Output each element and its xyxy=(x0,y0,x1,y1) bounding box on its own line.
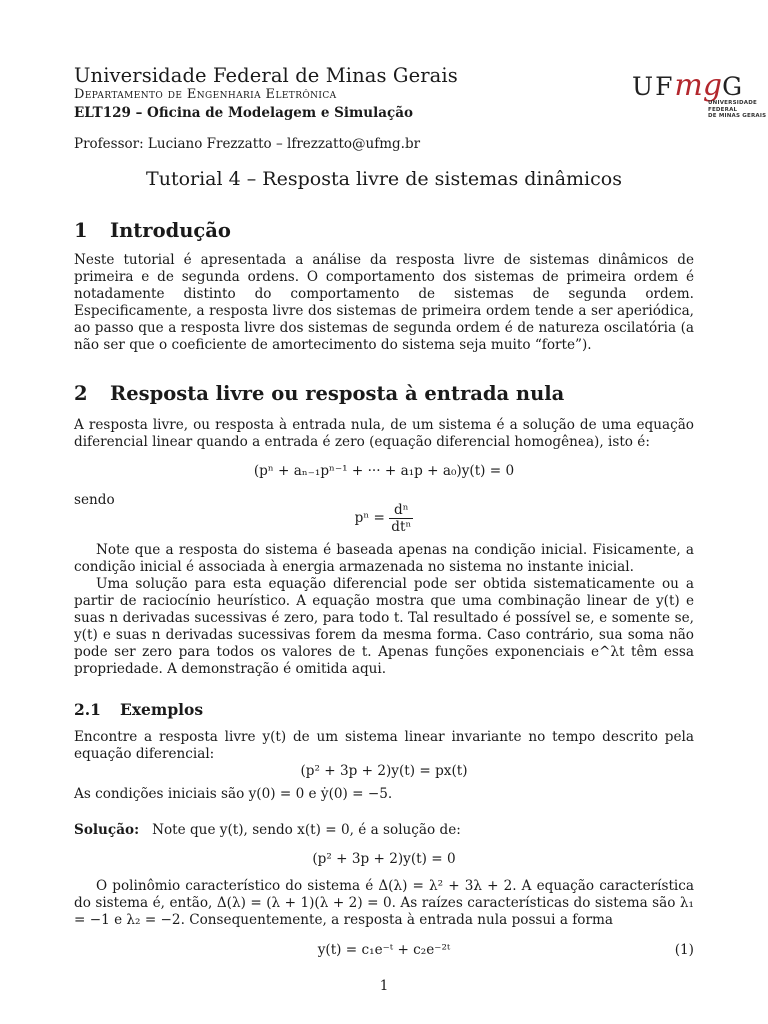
equation-number: (1) xyxy=(674,942,694,958)
equation-homogeneous: (pⁿ + aₙ₋₁pⁿ⁻¹ + ··· + a₁p + a₀)y(t) = 0 xyxy=(253,463,515,479)
department-name: Departamento de Engenharia Eletrônica xyxy=(74,87,337,102)
section-1-title: Introdução xyxy=(110,219,231,242)
professor-line: Professor: Luciano Frezzatto – lfrezzatto@ufmg.br xyxy=(74,136,421,152)
solution-line xyxy=(74,822,694,839)
section-2-paragraph-2: Note que a resposta do sistema é baseada apenas na condição inicial. Fisicamente, a condição inicial é associada à energia armazenada no sistema no instante inicial. xyxy=(74,542,694,575)
section-2-heading xyxy=(74,382,564,405)
logo-mg: mg xyxy=(674,68,723,103)
section-1-number: 1 xyxy=(74,219,88,242)
equation-zero-input-response xyxy=(74,942,694,958)
ufmg-logo xyxy=(632,68,768,120)
page-number: 1 xyxy=(379,978,389,994)
subsection-number: 2.1 xyxy=(74,700,101,719)
logo-subtitle-line1: UNIVERSIDADE FEDERAL xyxy=(708,100,757,113)
solution-label: Solução: xyxy=(74,822,140,838)
fraction-numerator: dⁿ xyxy=(389,502,413,519)
subsection-title: Exemplos xyxy=(120,700,204,719)
fraction-denominator: dtⁿ xyxy=(391,519,412,535)
section-2-paragraph-3: Uma solução para esta equação diferencial pode ser obtida sistematicamente ou a partir de raciocínio heurístico. A equação mostra que uma combinação linear de y(t) e suas n derivadas sucessivas é zero, para todo t. Tal resultado é possível se, e somente se, y(t) e suas n derivadas sucessivas forem da mesma forma. Caso contrário, sua soma não pode ser zero para todos os valores de t. Apenas funções exponenciais e^λt têm essa propriedade. A demonstração é omitida aqui. xyxy=(74,576,694,677)
sendo-word: sendo xyxy=(74,492,115,508)
equation-operator-p xyxy=(74,502,694,535)
document-page xyxy=(74,0,767,1024)
logo-subtitle-line2: DE MINAS GERAIS xyxy=(708,113,767,119)
logo-g: G xyxy=(722,72,745,101)
section-2-paragraph-1: A resposta livre, ou resposta à entrada nula, de um sistema é a solução de uma equação diferencial linear quando a entrada é zero (equação diferencial homogênea), isto é: xyxy=(74,417,694,450)
equation-example: (p² + 3p + 2)y(t) = px(t) xyxy=(300,763,468,779)
equation-operator-fraction xyxy=(389,502,413,535)
example-statement: Encontre a resposta livre y(t) de um sistema linear invariante no tempo descrito pela equação diferencial: xyxy=(74,729,694,762)
university-name: Universidade Federal de Minas Gerais xyxy=(74,64,458,87)
characteristic-paragraph: O polinômio característico do sistema é Δ(λ) = λ² + 3λ + 2. A equação característica do sistema é, então, Δ(λ) = (λ + 1)(λ + 2) = 0. As raízes características do sistema são λ₁ = −1 e λ₂ = −2. Consequentemente, a resposta à entrada nula possui a forma xyxy=(74,878,694,928)
document-title: Tutorial 4 – Resposta livre de sistemas dinâmicos xyxy=(146,168,622,190)
logo-letters xyxy=(632,68,744,103)
equation-homogeneous-example: (p² + 3p + 2)y(t) = 0 xyxy=(312,851,456,867)
subsection-2-1-heading xyxy=(74,700,203,719)
equation-operator-lhs: pⁿ = xyxy=(354,510,385,526)
section-2-number: 2 xyxy=(74,382,88,405)
section-2-title: Resposta livre ou resposta à entrada nula xyxy=(110,382,565,405)
equation-zero-input-text: y(t) = c₁e⁻ᵗ + c₂e⁻²ᵗ xyxy=(317,942,451,958)
course-name: ELT129 – Oficina de Modelagem e Simulação xyxy=(74,105,413,121)
solution-text: Note que y(t), sendo x(t) = 0, é a solução de: xyxy=(152,822,461,838)
section-1-paragraph: Neste tutorial é apresentada a análise da resposta livre de sistemas dinâmicos de primeira e de segunda ordens. O comportamento dos sistemas de primeira ordem é notadamente distinto do comportamento de sistemas de segunda ordem. Especificamente, a resposta livre dos sistemas de primeira ordem tende a ser aperiódica, ao passo que a resposta livre dos sistemas de segunda ordem é de natureza oscilatória (a não ser que o coeficiente de amortecimento do sistema seja muito “forte”). xyxy=(74,252,694,353)
initial-conditions: As condições iniciais são y(0) = 0 e ẏ(0) = −5. xyxy=(74,786,393,802)
section-1-heading xyxy=(74,219,231,242)
logo-uf: UF xyxy=(632,72,675,101)
logo-subtitle xyxy=(708,100,768,120)
